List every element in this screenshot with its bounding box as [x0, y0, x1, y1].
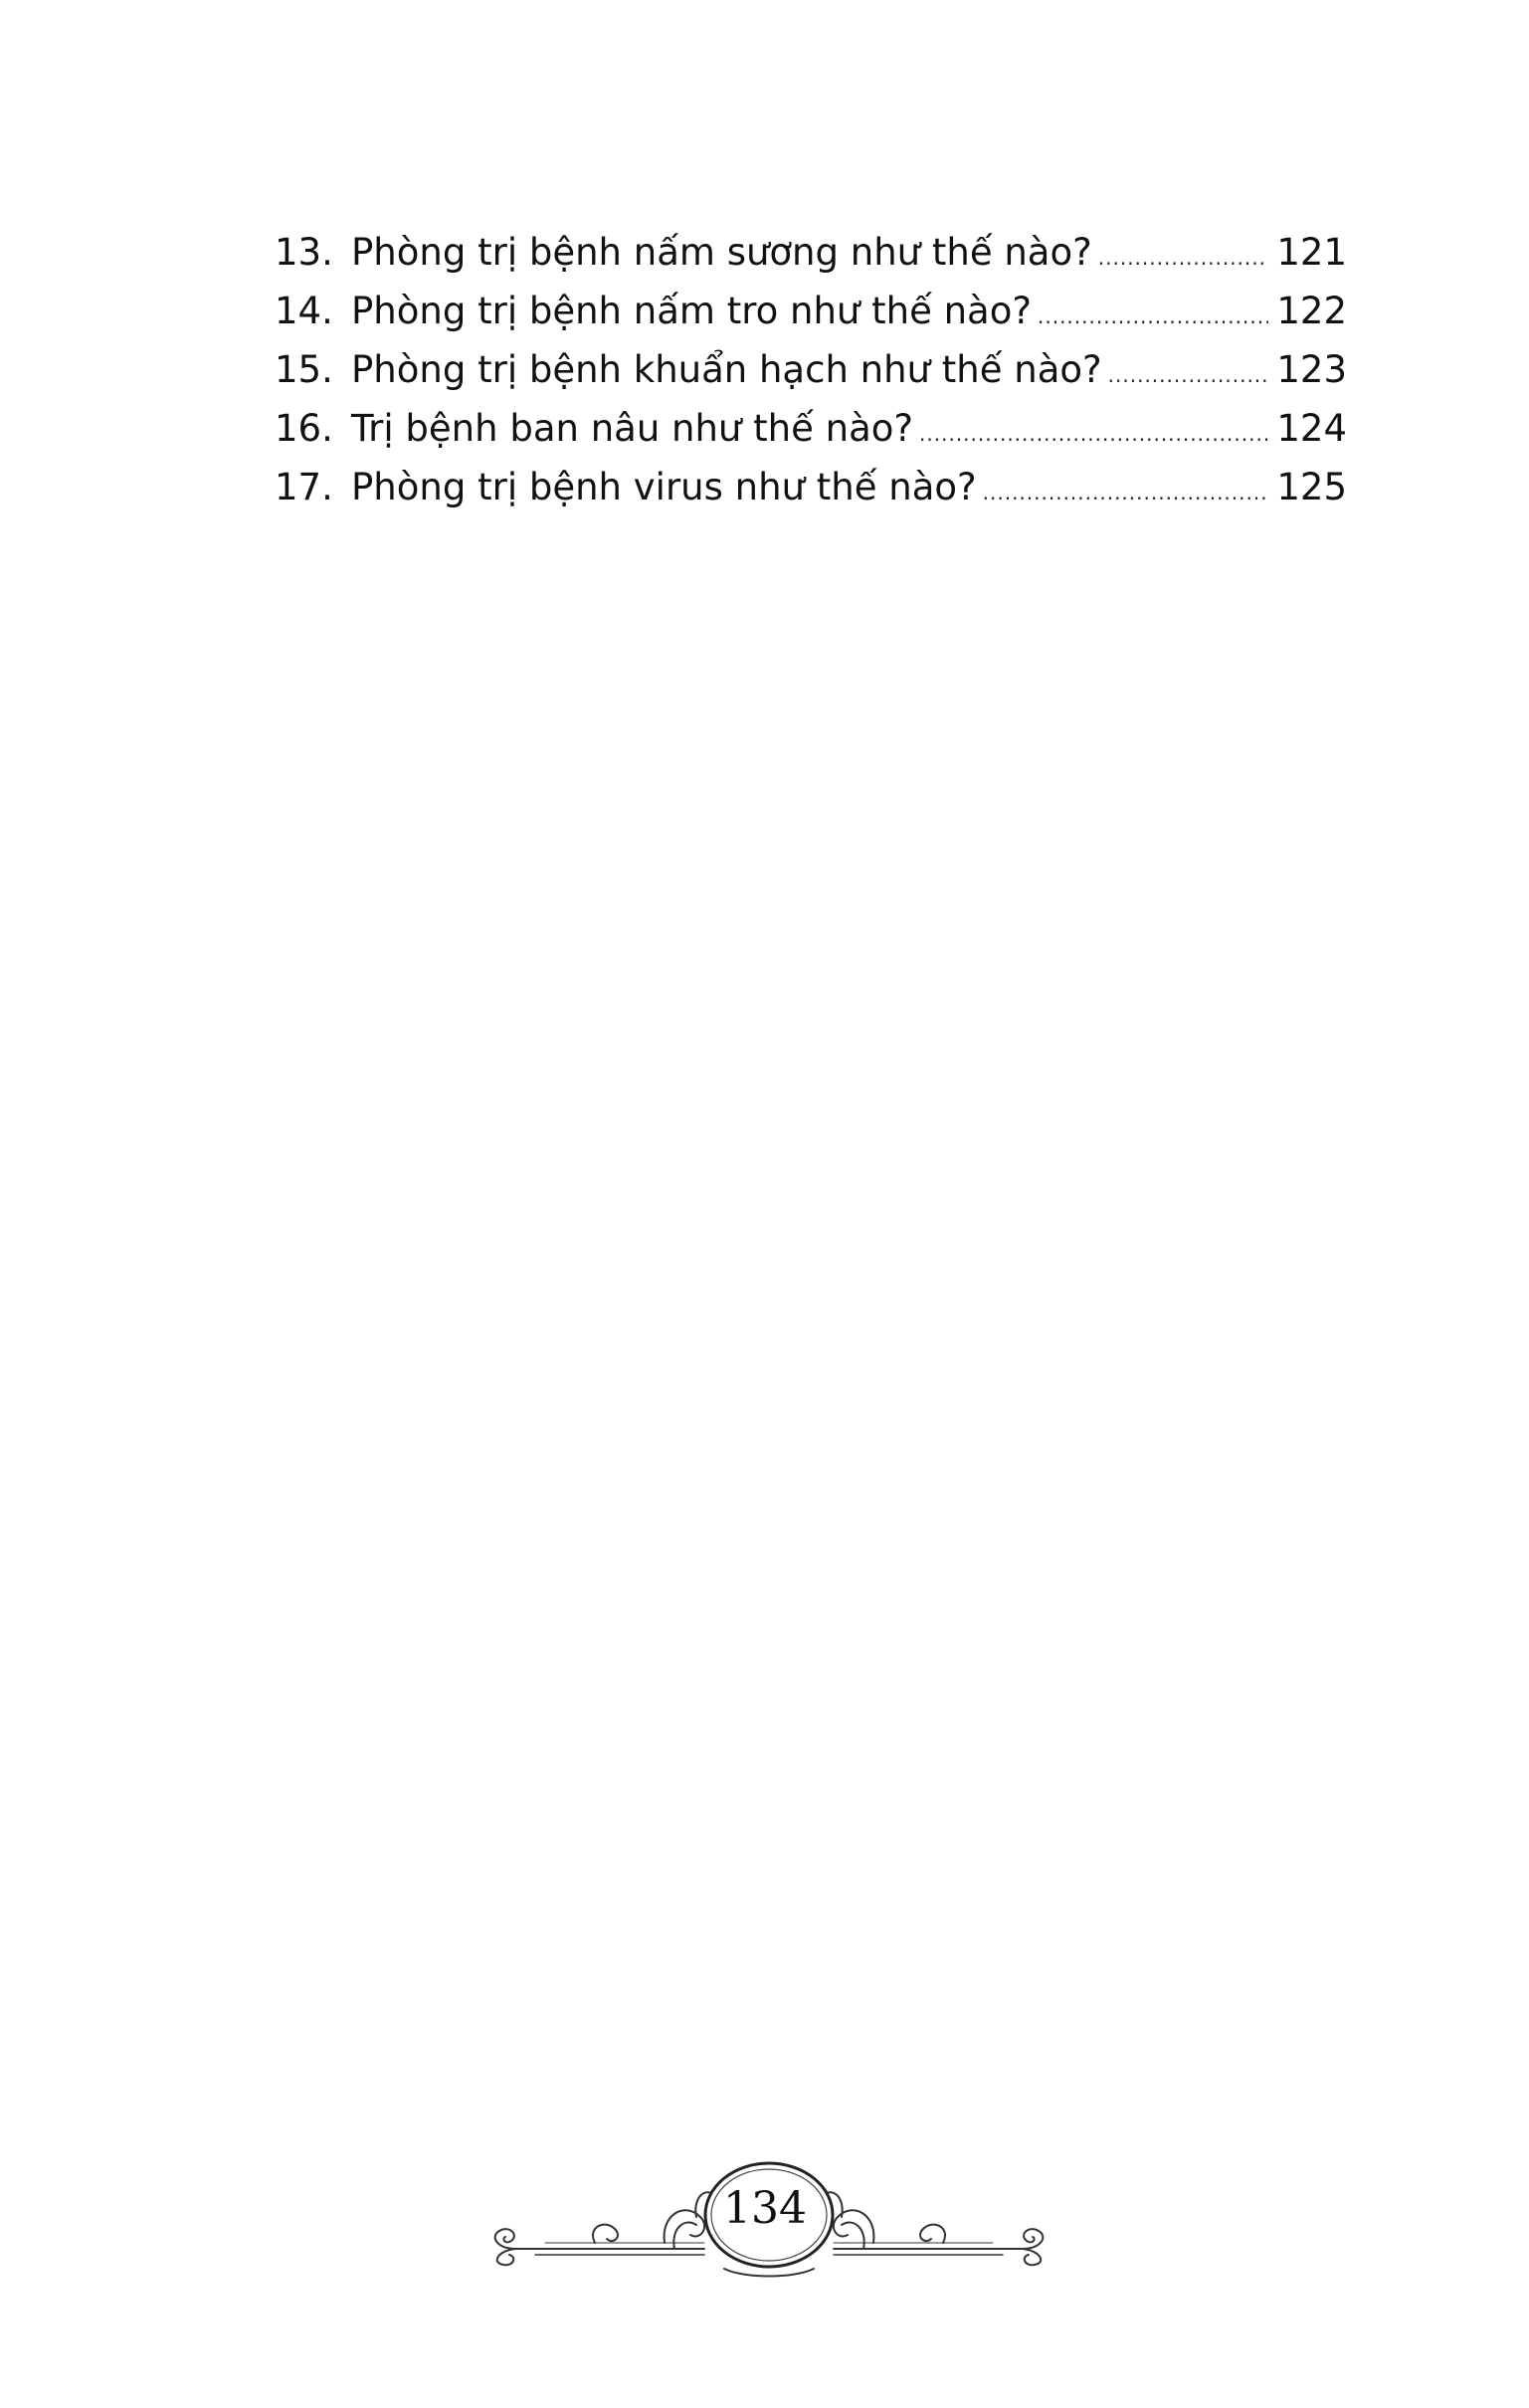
page-number: 134: [723, 2183, 807, 2234]
toc-entry: [275, 466, 1347, 524]
table-of-contents: [275, 231, 1347, 524]
toc-entry-title: Phòng trị bệnh virus như thế nào?: [351, 466, 977, 508]
toc-entry-title: Phòng trị bệnh khuẩn hạch như thế nào?: [351, 348, 1102, 391]
toc-entry-number: 16.: [275, 407, 333, 450]
toc-entry: [275, 290, 1347, 348]
toc-dot-leader: [919, 422, 1268, 446]
toc-entry-title: Phòng trị bệnh nấm tro như thế nào?: [351, 290, 1032, 332]
toc-entry: [275, 348, 1347, 407]
toc-entry-page: 122: [1276, 290, 1347, 332]
toc-entry: [275, 407, 1347, 466]
toc-entry-number: 15.: [275, 348, 333, 391]
toc-entry-number: 13.: [275, 231, 333, 274]
toc-entry-number: 17.: [275, 466, 333, 508]
toc-dot-leader: [1098, 246, 1269, 270]
toc-dot-leader: [1038, 304, 1268, 328]
toc-entry-page: 124: [1276, 407, 1347, 450]
toc-entry-page: 123: [1276, 348, 1347, 391]
toc-entry-page: 125: [1276, 466, 1347, 508]
toc-dot-leader: [983, 481, 1269, 504]
toc-entry-title: Phòng trị bệnh nấm sương như thế nào?: [351, 231, 1092, 274]
toc-entry-number: 14.: [275, 290, 333, 332]
toc-entry-page: 121: [1276, 231, 1347, 274]
toc-entry: [275, 231, 1347, 290]
toc-dot-leader: [1108, 363, 1269, 387]
toc-entry-title: Trị bệnh ban nâu như thế nào?: [351, 407, 914, 450]
